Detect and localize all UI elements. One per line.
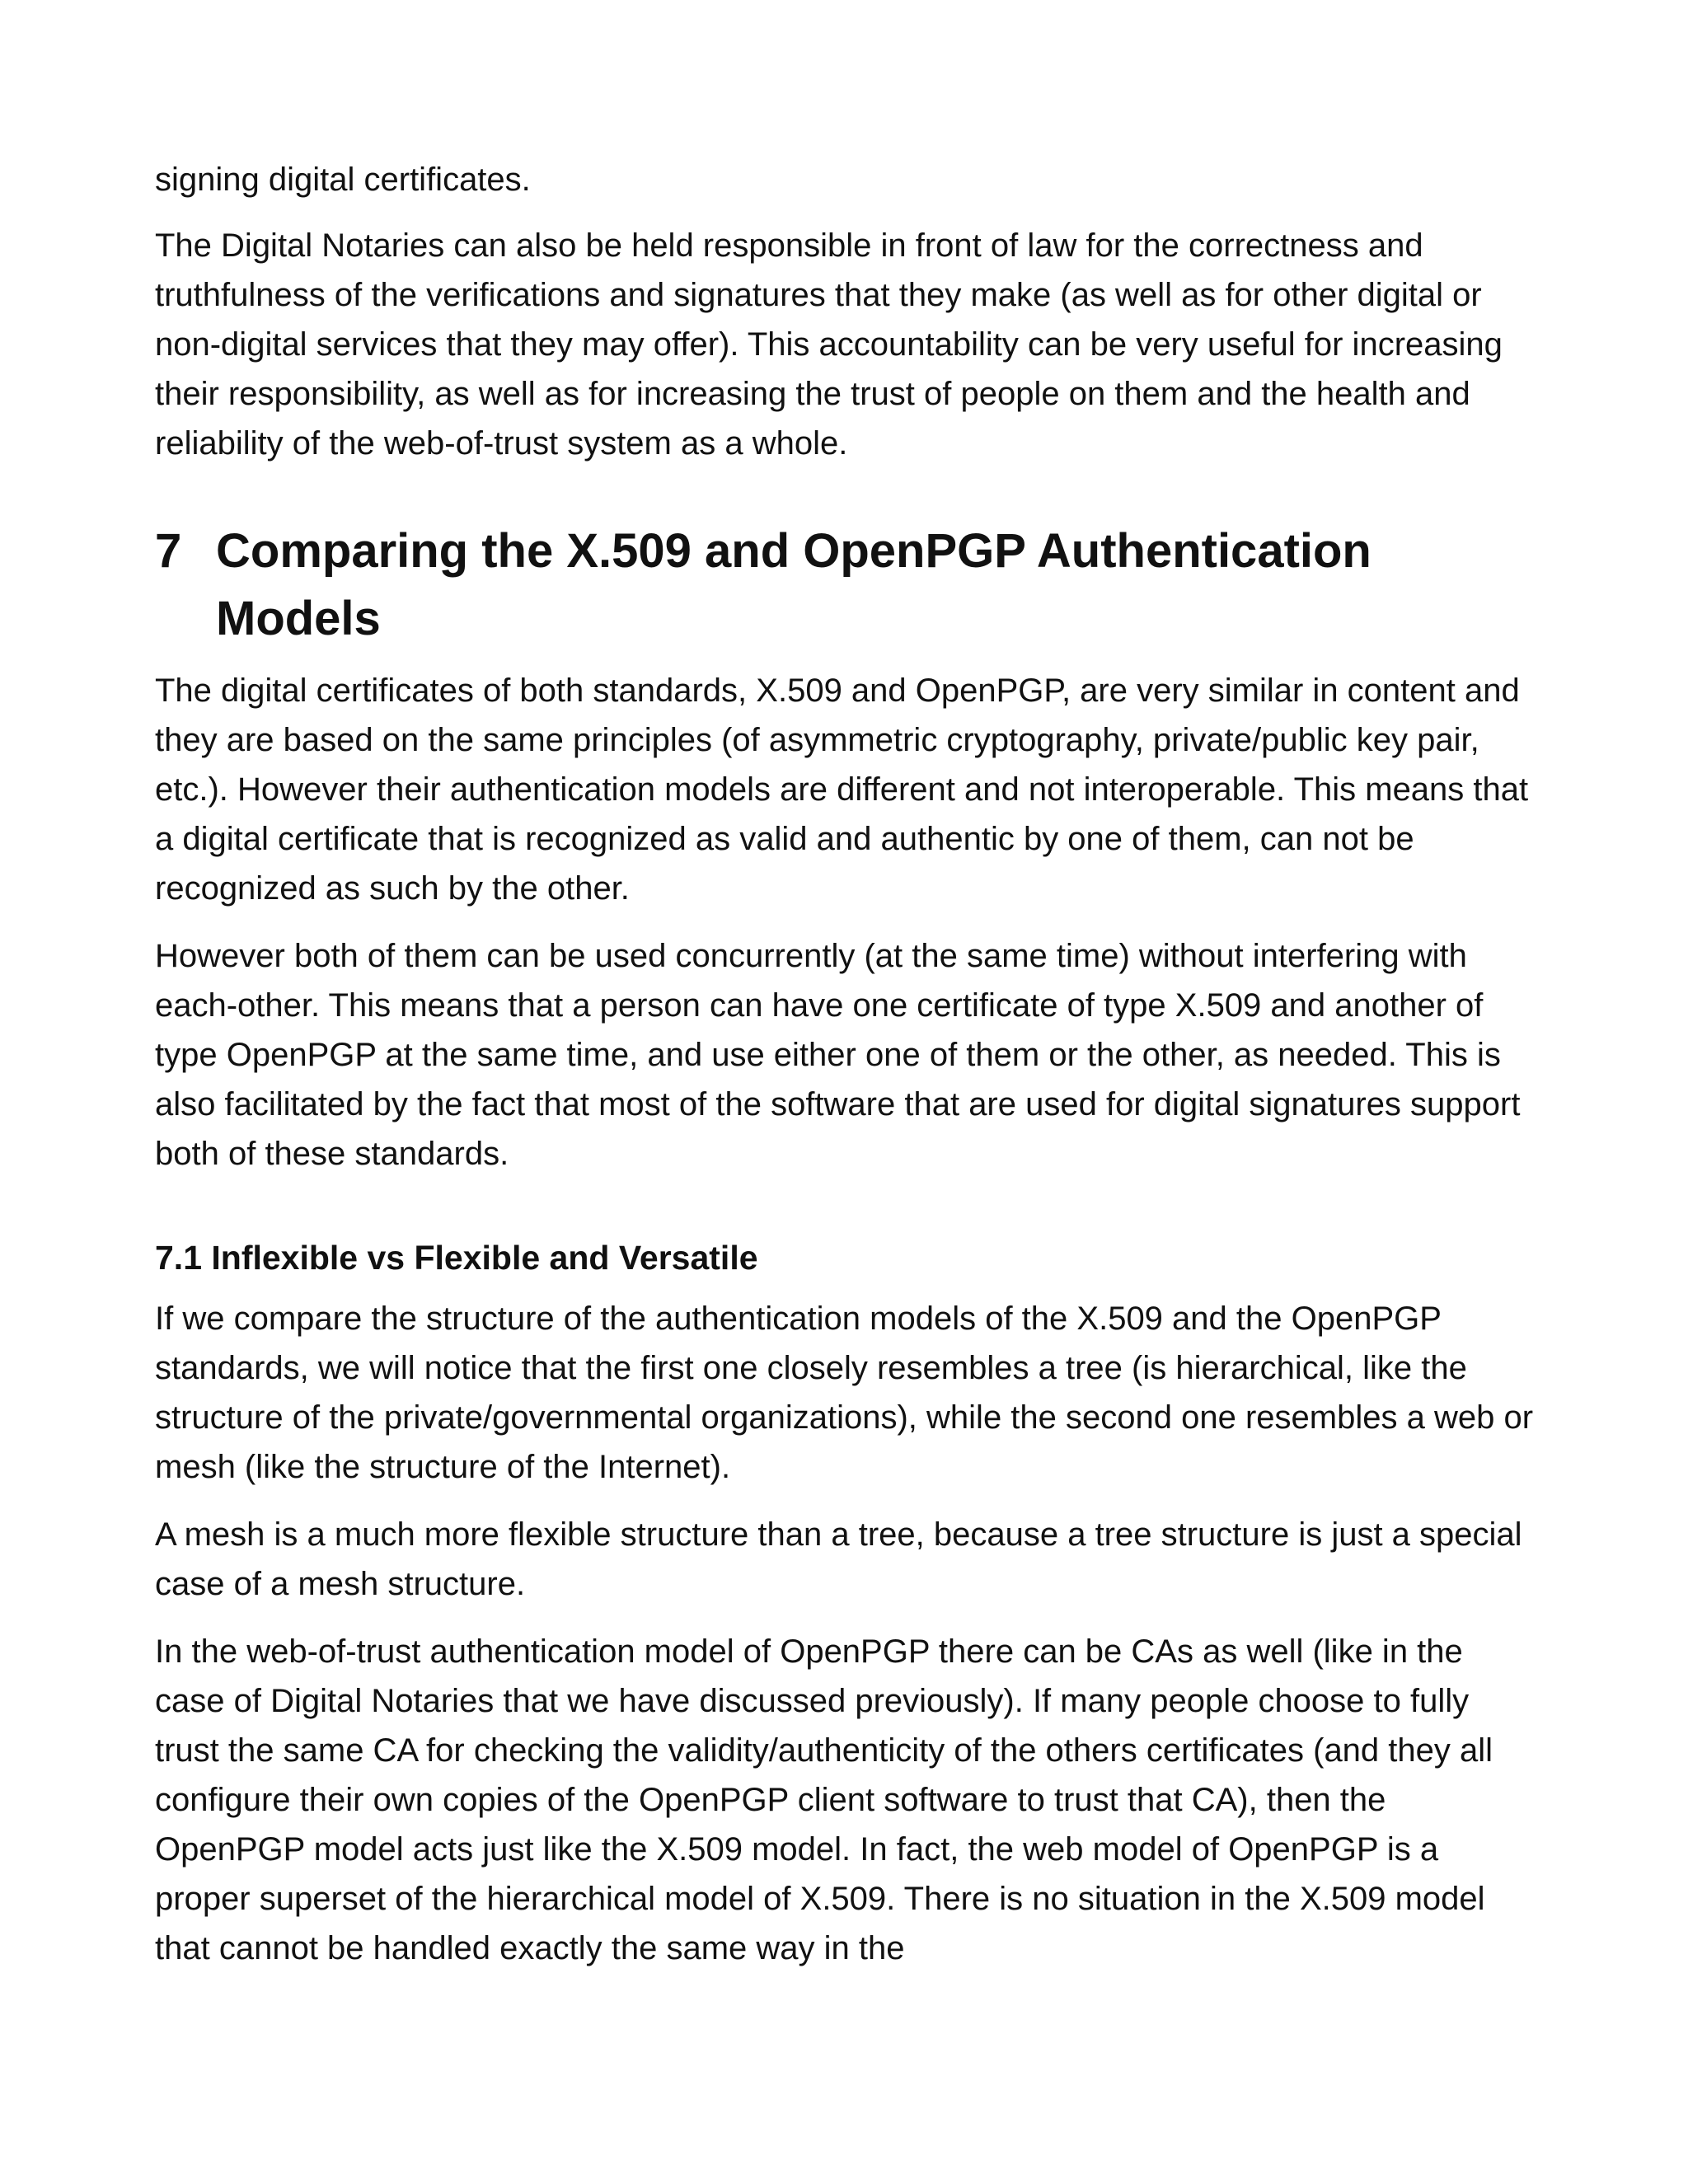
paragraph-concurrent-use: However both of them can be used concurrently (at the same time) without interfering with each-other. This means that a person can have one certificate of type X.509 and another of type OpenPGP at the same time, and use either one of them or the other, as needed. This is also facilitated by the fact that most of the software that are used for digital signatures support both of these standards.: [155, 938, 1521, 1172]
paragraph-tree-vs-mesh: If we compare the structure of the authentication models of the X.509 and the OpenPGP standards, we will notice that the first one closely resembles a tree (is hierarchical, like the structure of the private/governmental organizations), while the second one resembles a web or mesh (like the structure of the Internet).: [155, 1301, 1534, 1485]
section-heading-7: [155, 518, 1533, 653]
subsection-heading-7-1: 7.1 Inflexible vs Flexible and Versatile: [155, 1239, 758, 1277]
section-title: Comparing the X.509 and OpenPGP Authentication Models: [216, 524, 1372, 645]
paragraph-continuation: signing digital certificates.: [155, 162, 531, 198]
paragraph-digital-notaries: The Digital Notaries can also be held responsible in front of law for the correctness and truthfulness of the verifications and signatures that they make (as well as for other digital or non-digital services that they may offer). This accountability can be very useful for increasing their responsibility, as well as for increasing the trust of people on them and the health and reliability of the web-of-trust system as a whole.: [155, 227, 1503, 462]
paragraph-certificates-comparison: The digital certificates of both standards, X.509 and OpenPGP, are very similar in content and they are based on the same principles (of asymmetric cryptography, private/public key pair, etc.). However their authentication models are different and not interoperable. This means that a digital certificate that is recognized as valid and authentic by one of them, can not be recognized as such by the other.: [155, 673, 1529, 907]
section-number: 7: [155, 524, 182, 578]
paragraph-mesh-flexibility: A mesh is a much more flexible structure than a tree, because a tree structure is just a special case of a mesh structure.: [155, 1516, 1522, 1602]
page-content: [155, 155, 1533, 1991]
paragraph-web-of-trust-cas: In the web-of-trust authentication model of OpenPGP there can be CAs as well (like in the case of Digital Notaries that we have discussed previously). If many people choose to fully trust the same CA for checking the validity/authenticity of the others certificates (and they all configure their own copies of the OpenPGP client software to trust that CA), then the OpenPGP model acts just like the X.509 model. In fact, the web model of OpenPGP is a proper superset of the hierarchical model of X.509. There is no situation in the X.509 model that cannot be handled exactly the same way in the: [155, 1633, 1493, 1966]
